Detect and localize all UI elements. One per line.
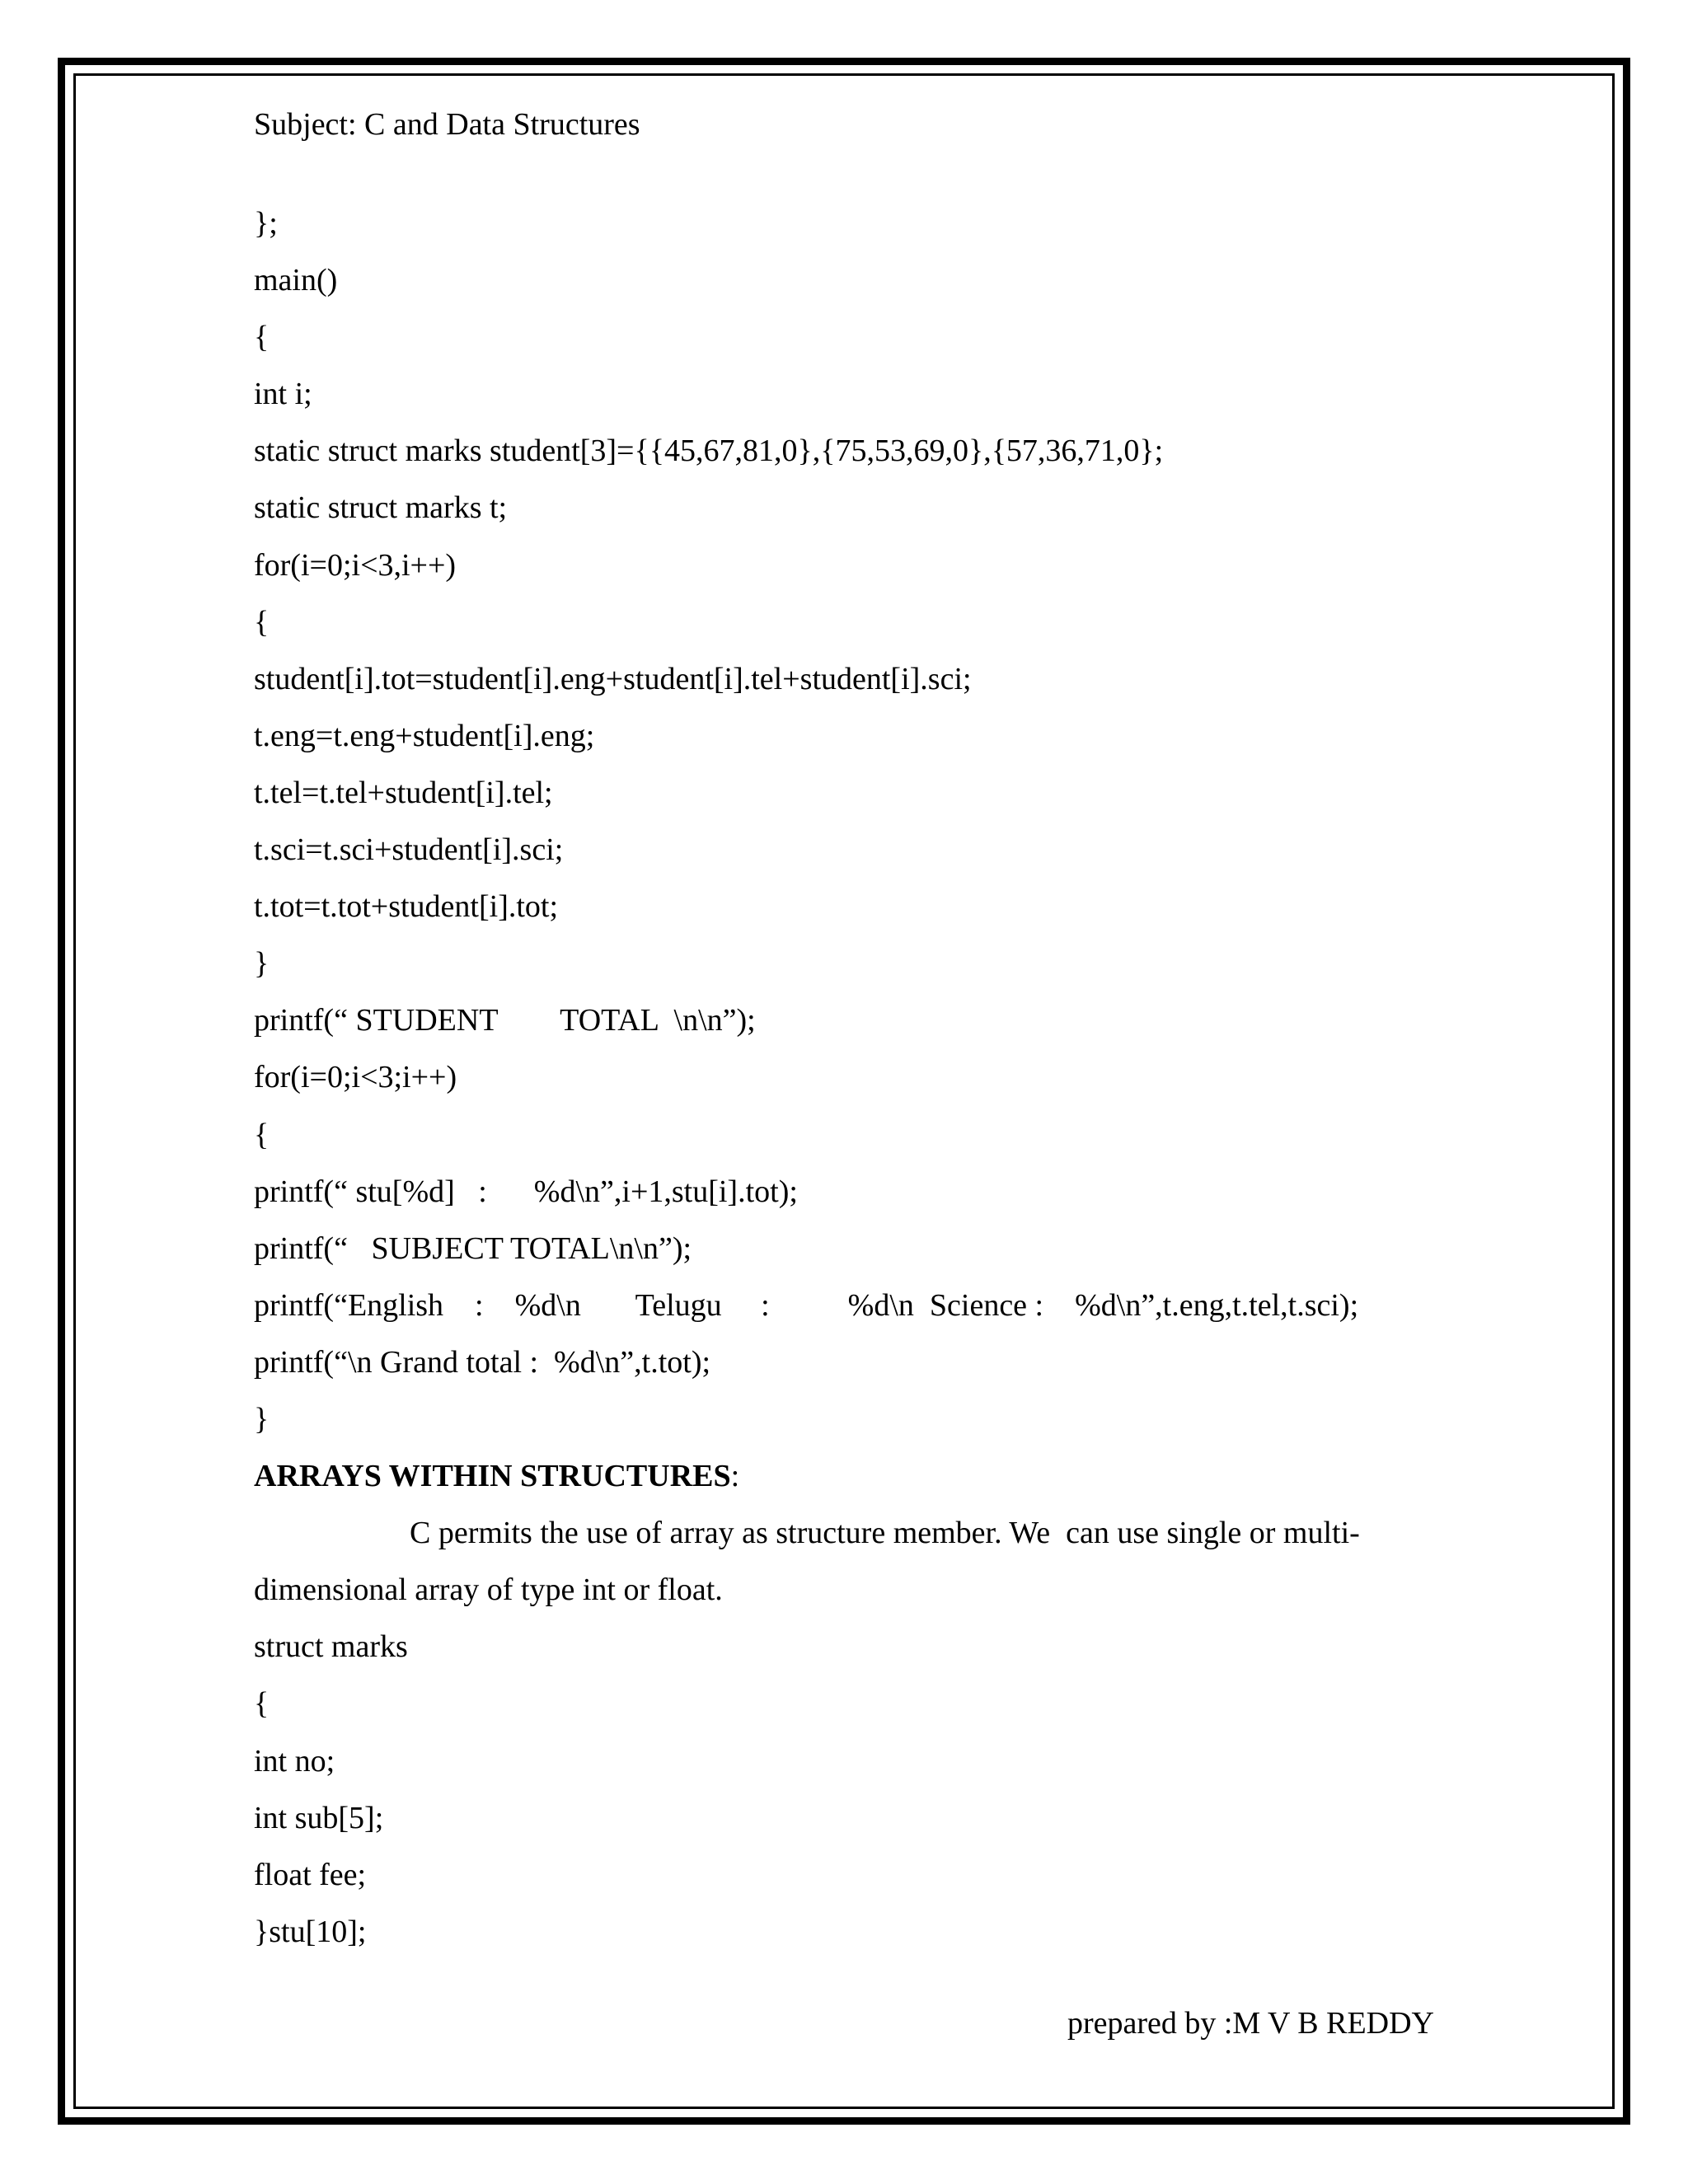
prepared-by-footer: prepared by :M V B REDDY <box>1067 2006 1434 2041</box>
code-line: t.eng=t.eng+student[i].eng; <box>254 718 595 753</box>
code-line: float fee; <box>254 1857 367 1892</box>
code-line: }stu[10]; <box>254 1914 367 1949</box>
code-line: printf(“ STUDENT TOTAL \n\n”); <box>254 1003 756 1038</box>
code-line: { <box>254 1686 270 1722</box>
code-line: static struct marks t; <box>254 490 508 526</box>
code-line: main() <box>254 263 338 298</box>
code-line: printf(“ stu[%d] : %d\n”,i+1,stu[i].tot); <box>254 1174 798 1209</box>
code-line: t.sci=t.sci+student[i].sci; <box>254 832 564 868</box>
paragraph-line: dimensional array of type int or float. <box>254 1572 723 1608</box>
code-line: printf(“English : %d\n Telugu : %d\n Science : %d\n”,t.eng,t.tel,t.sci); <box>254 1287 1359 1323</box>
code-line: student[i].tot=student[i].eng+student[i].tel+student[i].sci; <box>254 661 972 696</box>
section-heading-text: ARRAYS WITHIN STRUCTURES <box>254 1459 731 1494</box>
code-line: struct marks <box>254 1629 408 1665</box>
document-body <box>254 203 1360 1968</box>
code-line: for(i=0;i<3;i++) <box>254 1060 457 1095</box>
code-line: int i; <box>254 377 312 412</box>
code-line: static struct marks student[3]={{45,67,81,0},{75,53,69,0},{57,36,71,0}; <box>254 434 1164 469</box>
code-line: } <box>254 1401 270 1436</box>
code-line: t.tel=t.tel+student[i].tel; <box>254 775 553 810</box>
code-line: { <box>254 604 270 640</box>
code-line: for(i=0;i<3,i++) <box>254 547 457 583</box>
subject-header: Subject: C and Data Structures <box>254 107 640 142</box>
code-line: int no; <box>254 1743 335 1779</box>
section-heading <box>254 1455 1360 1512</box>
code-line: printf(“\n Grand total : %d\n”,t.tot); <box>254 1344 711 1380</box>
code-line: { <box>254 320 270 355</box>
code-line: printf(“ SUBJECT TOTAL\n\n”); <box>254 1230 692 1266</box>
section-heading-colon: : <box>730 1459 740 1494</box>
code-line: { <box>254 1117 270 1152</box>
code-line: t.tot=t.tot+student[i].tot; <box>254 889 559 925</box>
code-line: int sub[5]; <box>254 1800 384 1835</box>
code-line: } <box>254 946 270 982</box>
paragraph-line: C permits the use of array as structure member. We can use single or multi- <box>410 1516 1360 1551</box>
code-line: }; <box>254 206 278 241</box>
